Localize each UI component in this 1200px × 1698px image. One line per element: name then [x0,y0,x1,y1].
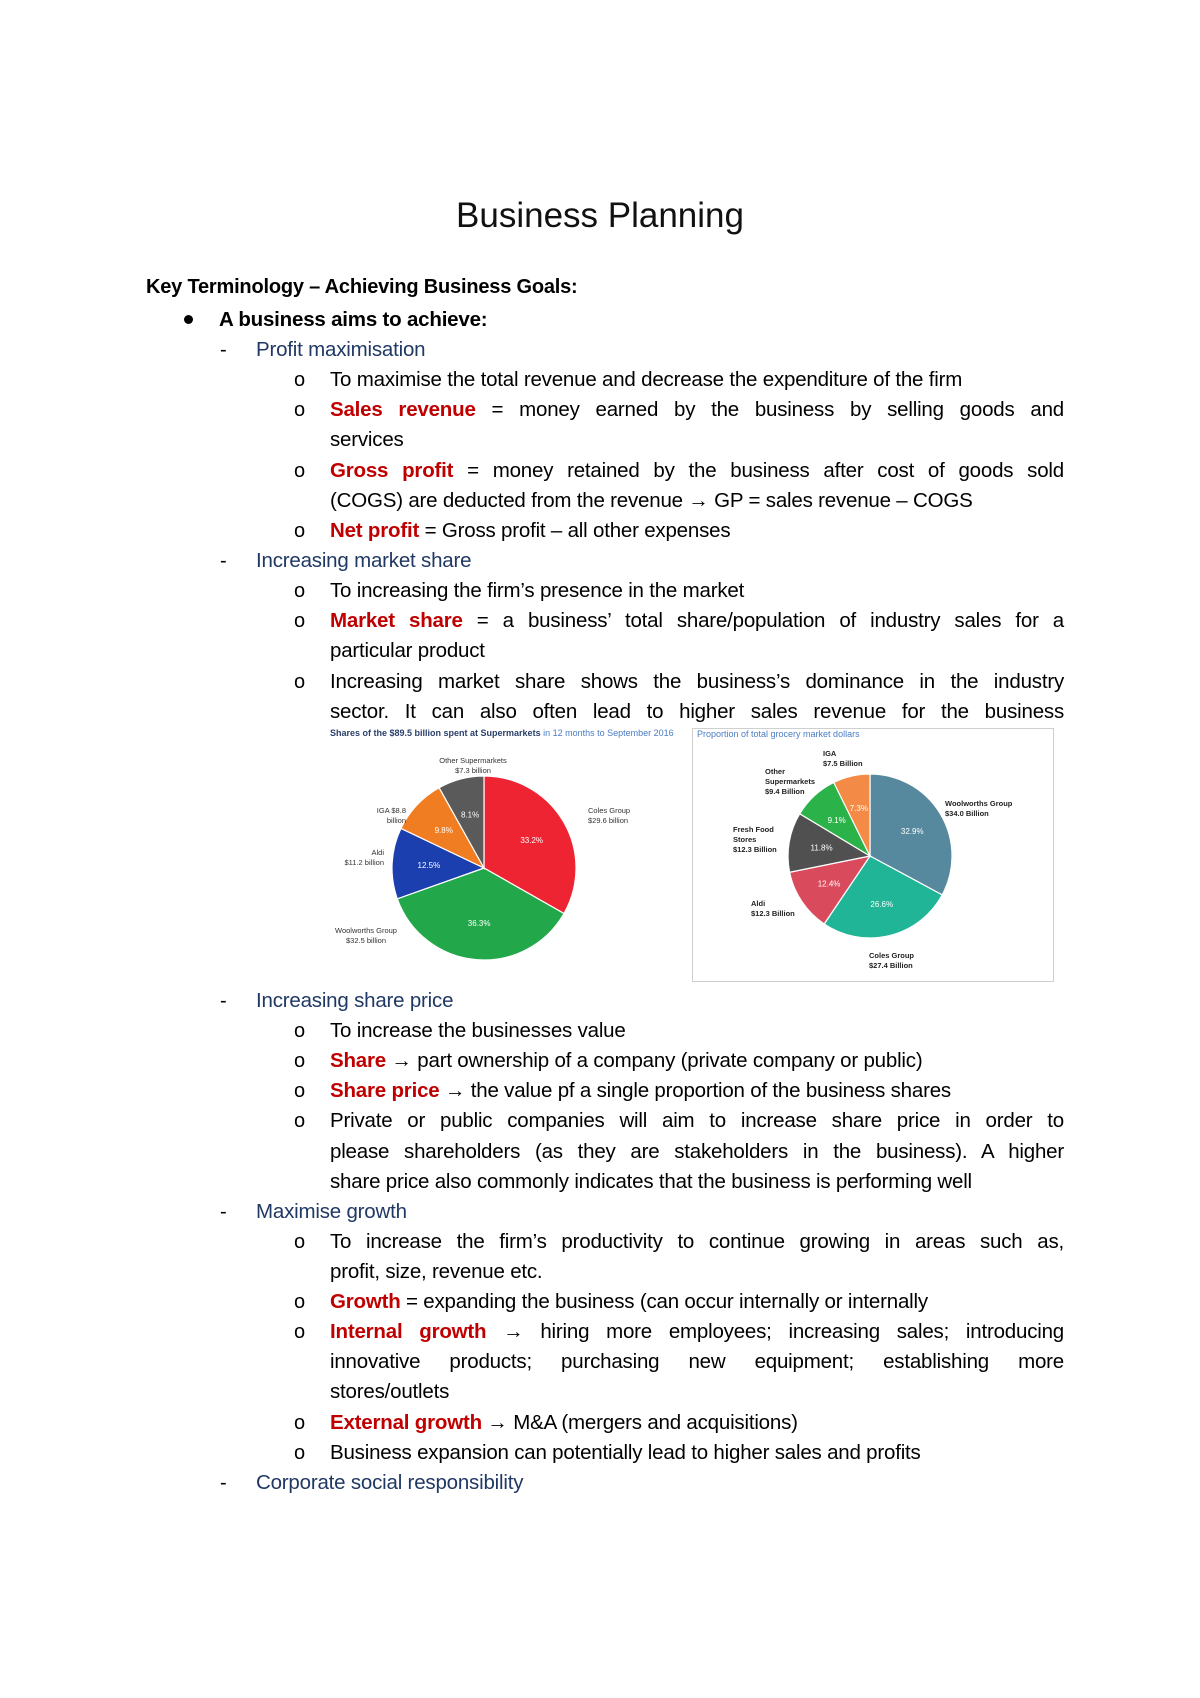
chart-2-label-other [765,767,821,797]
chart-1-label-woolworths [330,926,402,946]
arrow-icon: → [444,1079,466,1102]
gross-profit-cont [330,486,973,516]
sub-marker: o [294,369,306,391]
chart-1-title-a: Shares of the $89.5 billion spent at Supermarkets [330,728,541,738]
market-share-charts [328,728,1054,980]
definition-text: M&A (mergers and acquisitions) [507,1411,798,1434]
sub-marker: o [294,1291,306,1313]
slice-amount: $27.4 Billion [869,961,913,970]
internal-growth-cont-1: innovative products; purchasing new equipment; establishing more [330,1350,1064,1373]
sub-marker: o [294,671,306,693]
chart-1-label-other [418,756,528,776]
pie-slice-label-3: 9.8% [434,826,453,836]
chart-1-title-b: in 12 months to September 2016 [540,728,674,738]
slice-name: IGA [376,806,390,815]
arrow-icon: → [487,1411,508,1434]
sub-marker: o [294,1321,306,1343]
slice-name: Coles Group [588,806,631,815]
market-share-cont: particular product [330,639,485,662]
pie-slice-label-5: 7.3% [849,804,868,814]
share-line-4-cont-1: please shareholders (as they are stakeholders in the business). A higher [330,1140,1064,1163]
goal-growth-label: Maximise growth [256,1200,407,1223]
dash-marker: - [220,550,227,572]
dash-marker: - [220,1472,227,1494]
pie-slice-label-4: 9.1% [827,815,846,825]
arrow-icon: → [391,1049,412,1072]
chart-2-label-fresh-food [733,825,781,855]
slice-name: IGA [823,749,837,758]
chart-1-label-aldi [332,848,384,868]
slice-name: Woolworths Group [945,799,1013,808]
chart-2-label-iga [823,749,883,769]
slice-name: Other Supermarkets [765,767,816,786]
pie-slice-label-1: 26.6% [870,899,894,909]
section-heading: Key Terminology – Achieving Business Goals: [146,276,578,298]
chart-supermarket-spend [328,728,688,980]
goal-share-price-label: Increasing share price [256,989,454,1012]
net-profit-line [330,516,730,546]
pie-slice-label-1: 36.3% [467,918,491,928]
bullet-text: A business aims to achieve: [219,308,488,331]
definition-text: hiring more employees; increasing sales; introducing [523,1320,1064,1343]
term-internal-growth: Internal growth [330,1320,487,1343]
market-line-3: Increasing market share shows the business’s dominance in the industry [330,670,1064,693]
share-line-4-cont-2: share price also commonly indicates that the business is performing well [330,1170,972,1193]
chart-2-label-woolworths [945,799,1025,819]
gross-profit-line [330,456,1064,486]
definition-text: = Gross profit – all other expenses [419,519,731,542]
sub-marker: o [294,580,306,602]
page-title: Business Planning [456,196,744,235]
definition-text: = money earned by the business by selling goods and [475,398,1064,421]
goal-profit-label: Profit maximisation [256,338,426,361]
chart-grocery-market [692,728,1054,982]
pie-slice-label-0: 32.9% [900,826,924,836]
chart-1-label-coles [588,806,648,826]
slice-amount: $8.8 billion [386,806,406,825]
sub-marker: o [294,1050,306,1072]
share-price-line [330,1076,951,1106]
pie-slice-label-2: 12.4% [817,879,841,889]
definition-text: = money retained by the business after cost of goods sold [453,459,1064,482]
chart-2-label-coles [869,951,929,971]
sub-marker: o [294,1442,306,1464]
term-external-growth: External growth [330,1411,482,1434]
profit-line-1: To maximise the total revenue and decrease the expenditure of the firm [330,368,963,391]
slice-amount: $9.4 Billion [765,787,805,796]
chart-2-label-aldi [751,899,807,919]
chart-1-label-iga [358,806,406,826]
internal-growth-line [330,1317,1064,1347]
slice-name: Fresh Food Stores [733,825,774,844]
arrow-icon: → [503,1320,524,1343]
slice-amount: $12.3 Billion [751,909,795,918]
term-growth: Growth [330,1290,401,1313]
share-line [330,1046,922,1076]
growth-line-1-cont: profit, size, revenue etc. [330,1260,543,1283]
term-share: Share [330,1049,386,1072]
market-line-3-cont: sector. It can also often lead to higher sales revenue for the business [330,700,1064,723]
internal-growth-cont-2: stores/outlets [330,1380,450,1403]
sales-revenue-line [330,395,1064,425]
definition-text: the value pf a single proportion of the business shares [465,1079,951,1102]
slice-amount: $11.2 billion [344,858,384,867]
slice-amount: $29.6 billion [588,816,629,825]
definition-text: = a business’ total share/population of industry sales for a [462,609,1064,632]
share-line-1: To increase the businesses value [330,1019,626,1042]
arrow-icon: → [688,489,709,512]
sub-marker: o [294,1231,306,1253]
term-market-share: Market share [330,609,463,632]
pie-slice-label-3: 11.8% [810,843,833,853]
pie-slice-label-2: 12.5% [417,861,441,871]
slice-name: Aldi [371,848,384,857]
slice-amount: $7.3 billion [455,766,491,775]
term-share-price: Share price [330,1079,440,1102]
definition-text: = expanding the business (can occur internally or internally [400,1290,928,1313]
slice-name: Woolworths Group [335,926,397,935]
sub-marker: o [294,1110,306,1132]
slice-name: Coles Group [869,951,915,960]
external-growth-line [330,1408,798,1438]
goal-market-label: Increasing market share [256,549,472,572]
goal-csr-label: Corporate social responsibility [256,1471,524,1494]
sales-revenue-cont: services [330,428,404,451]
slice-amount: $32.5 billion [345,936,387,945]
dash-marker: - [220,990,227,1012]
sub-marker: o [294,1080,306,1102]
bullet-dot [184,315,193,324]
term-gross-profit: Gross profit [330,459,454,482]
dash-marker: - [220,339,227,361]
sub-marker: o [294,1020,306,1042]
sub-marker: o [294,460,306,482]
slice-amount: $12.3 Billion [733,845,777,854]
slice-name: Other Supermarkets [439,756,507,765]
chart-2-title: Proportion of total grocery market dollars [697,729,860,739]
slice-name: Aldi [751,899,766,908]
growth-line-1: To increase the firm’s productivity to continue growing in areas such as, [330,1230,1064,1253]
share-line-4: Private or public companies will aim to increase share price in order to [330,1109,1064,1132]
sub-marker: o [294,610,306,632]
dash-marker: - [220,1201,227,1223]
term-sales-revenue: Sales revenue [330,398,476,421]
pie-slice-label-0: 33.2% [520,836,544,846]
sub-marker: o [294,399,306,421]
market-line-1: To increasing the firm’s presence in the market [330,579,745,602]
definition-text: part ownership of a company (private company or public) [411,1049,923,1072]
slice-amount: $7.5 Billion [823,759,863,768]
term-net-profit: Net profit [330,519,420,542]
pie-slice-label-4: 8.1% [460,810,480,820]
definition-text: (COGS) are deducted from the revenue [330,489,689,512]
slice-amount: $34.0 Billion [945,809,989,818]
sub-marker: o [294,1412,306,1434]
growth-line-5: Business expansion can potentially lead to higher sales and profits [330,1441,921,1464]
growth-line [330,1287,928,1317]
sub-marker: o [294,520,306,542]
definition-text: GP = sales revenue – COGS [708,489,973,512]
market-share-line [330,606,1064,636]
